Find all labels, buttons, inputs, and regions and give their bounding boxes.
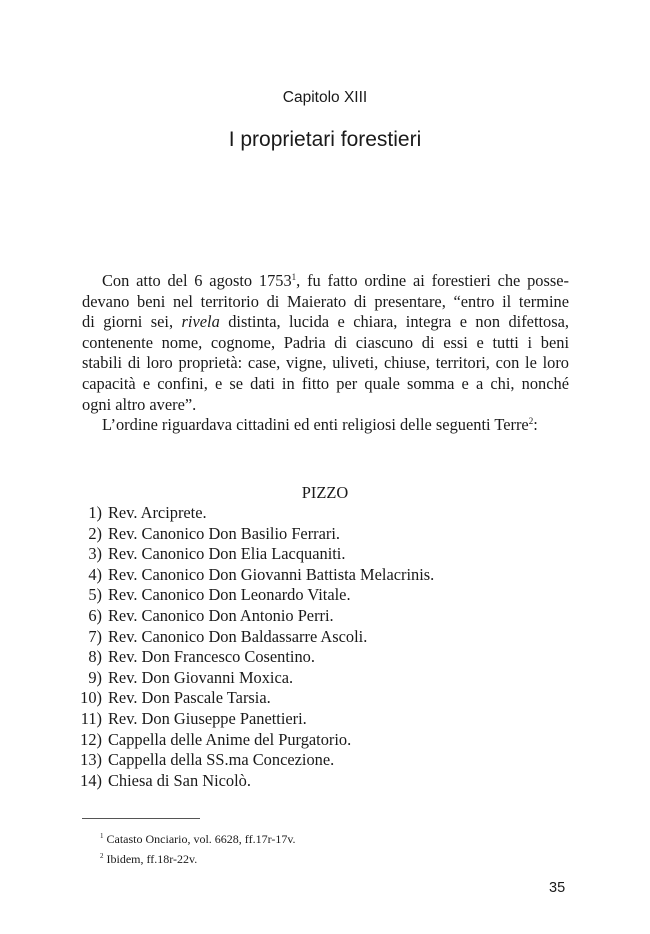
list-item: 8) Rev. Don Francesco Cosentino. — [88, 647, 315, 667]
section-heading: PIZZO — [301, 483, 349, 502]
list-item: 10) Rev. Don Pascale Tarsia. — [80, 688, 271, 708]
paragraph-line: Con atto del 6 agosto 1753$^1$, fu fatto ordine ai forestieri che posse- — [102, 271, 569, 290]
page-number: 35 — [549, 880, 566, 896]
list-item: 6) Rev. Canonico Don Antonio Perri. — [88, 605, 334, 625]
paragraph-line: stabili di loro proprietà: case, vigne, uliveti, chiuse, territori, con le loro — [82, 353, 569, 373]
list-item: 11) Rev. Don Giuseppe Panettieri. — [80, 708, 307, 728]
list-item: 5) Rev. Canonico Don Leonardo Vitale. — [88, 585, 351, 605]
list-item: 3) Rev. Canonico Don Elia Lacquaniti. — [88, 544, 346, 564]
paragraph-line: di giorni sei, rivela distinta, lucida e chiara, integra e non difettosa, — [82, 312, 569, 332]
chapter-title: I proprietari forestieri — [228, 128, 422, 151]
list-item: 4) Rev. Canonico Don Giovanni Battista Melacrinis. — [88, 564, 435, 584]
list-item: 12) Cappella delle Anime del Purgatorio. — [80, 729, 352, 749]
owner-list — [72, 503, 434, 791]
chapter-label: Capitolo XIII — [282, 89, 368, 106]
footnote: $^2$ Ibidem, ff.18r-22v. — [100, 852, 198, 866]
list-item: 7) Rev. Canonico Don Baldassarre Ascoli. — [88, 626, 368, 646]
footnote: $^1$ Catasto Onciario, vol. 6628, ff.17r-17v. — [100, 832, 296, 846]
paragraph-line: capacità e confini, e se dati in fitto per quale somma e a chi, nonché — [82, 373, 569, 393]
paragraph-line: contenente nome, cognome, Padria di ciascuno di essi e tutti i beni — [82, 332, 569, 352]
list-item: 14) Chiesa di San Nicolò. — [80, 770, 251, 790]
paragraph-line: devano beni nel territorio di Maierato di presentare, “entro il termine — [82, 291, 569, 311]
list-item: 2) Rev. Canonico Don Basilio Ferrari. — [88, 523, 341, 543]
footnote-ref: 1 — [291, 272, 297, 282]
list-item: 1) Rev. Arciprete. — [88, 503, 207, 522]
list-item: 9) Rev. Don Giovanni Moxica. — [88, 667, 294, 687]
list-item: 13) Cappella della SS.ma Concezione. — [80, 750, 335, 770]
footnote-divider — [82, 818, 200, 819]
paragraph-line: ogni altro avere”. — [82, 394, 197, 414]
footnote-ref: 2 — [528, 416, 534, 427]
body-text — [82, 271, 569, 436]
paragraph-line: L’ordine riguardava cittadini ed enti religiosi delle seguenti Terre$^2$: — [102, 415, 538, 435]
footnotes — [100, 829, 296, 869]
